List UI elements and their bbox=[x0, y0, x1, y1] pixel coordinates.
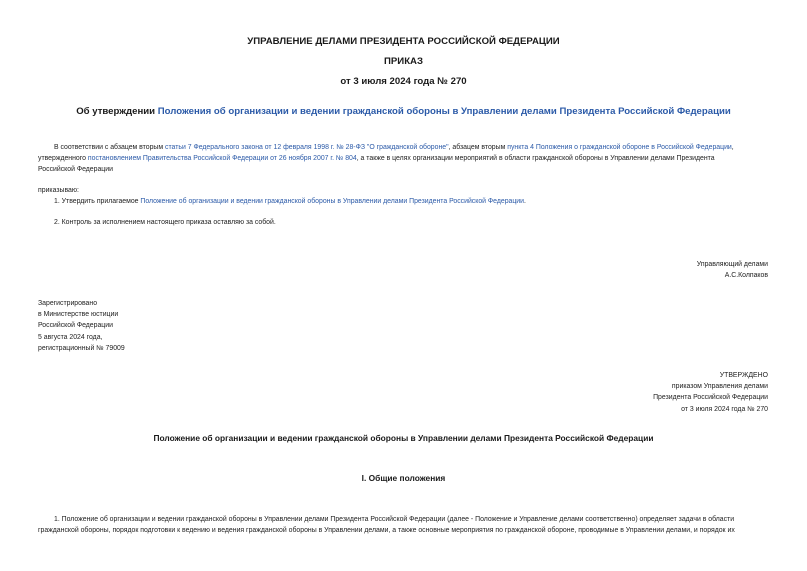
preamble-text-3: , bbox=[731, 144, 734, 151]
approval-block bbox=[560, 370, 768, 415]
order-item-1 bbox=[54, 196, 526, 207]
order-word: приказываю: bbox=[38, 187, 79, 194]
registration-line-2: в Министерстве юстиции bbox=[38, 311, 119, 319]
approval-line-3: Президента Российской Федерации bbox=[653, 394, 768, 402]
registration-line-4: 5 августа 2024 года, bbox=[38, 333, 103, 341]
preamble-line-2 bbox=[38, 153, 768, 164]
registration-line-1: Зарегистрировано bbox=[38, 300, 98, 307]
signature-name: А.С.Колпаков bbox=[724, 272, 768, 280]
order-item-2: 2. Контроль за исполнением настоящего приказа оставляю за собой. bbox=[54, 219, 276, 226]
approval-line-1: УТВЕРЖДЕНО bbox=[719, 372, 768, 379]
preamble-text-1: В соответствии с абзацем вторым bbox=[54, 144, 166, 151]
regulation-p1-line-1: 1. Положение об организации и ведении гражданской обороны в Управлении делами Президента Российской Федерации (далее - Положение и Управление делами соответственно) определяет задачи в области bbox=[54, 516, 735, 523]
title-prefix: Об утверждении bbox=[76, 106, 158, 117]
signature-position: Управляющий делами bbox=[696, 261, 768, 268]
preamble-line-3: Российской Федерации bbox=[38, 166, 113, 174]
preamble-text-5: , а также в целях организации мероприятий в области гражданской обороны в Управлении делами Президента bbox=[356, 155, 715, 163]
title-link[interactable]: Положения об организации и ведении гражданской обороны в Управлении делами Президента Российской Федерации bbox=[157, 106, 731, 117]
section-heading: I. Общие положения bbox=[361, 473, 446, 483]
signature-block bbox=[560, 259, 768, 281]
doc-date-number: от 3 июля 2024 года № 270 bbox=[340, 76, 467, 87]
registration-line-5: регистрационный № 79009 bbox=[38, 344, 125, 352]
item-1-prefix: 1. Утвердить прилагаемое bbox=[54, 198, 141, 205]
registration-block bbox=[38, 298, 125, 354]
item-1-suffix: . bbox=[524, 198, 526, 205]
government-decree-link[interactable]: постановлением Правительства Российской Федерации от 26 ноября 2007 г. № 804 bbox=[87, 155, 357, 163]
preamble bbox=[38, 142, 768, 176]
document-title bbox=[0, 106, 807, 117]
regulation-title: Положение об организации и ведении гражданской обороны в Управлении делами Президента Российской Федерации bbox=[153, 433, 654, 443]
preamble-line-1 bbox=[38, 142, 768, 153]
regulation-link[interactable]: Положение об организации и ведении гражданской обороны в Управлении делами Президента Российской Федерации bbox=[140, 198, 525, 205]
regulation-clause-link[interactable]: пункта 4 Положения о гражданской обороне в Российской Федерации bbox=[507, 144, 732, 151]
preamble-text-2: , абзацем вторым bbox=[448, 144, 508, 151]
registration-line-3: Российской Федерации bbox=[38, 322, 113, 330]
regulation-paragraph-1 bbox=[38, 514, 770, 536]
org-header: УПРАВЛЕНИЕ ДЕЛАМИ ПРЕЗИДЕНТА РОССИЙСКОЙ ФЕДЕРАЦИИ bbox=[247, 36, 560, 47]
approval-line-4: от 3 июля 2024 года № 270 bbox=[681, 405, 768, 413]
regulation-p1-line-2: гражданской обороны, порядок подготовки к ведению и ведения гражданской обороны в Управлении делами, а также основные мероприятия по гражданской обороне, проводимые в Управлении делами, и порядок их bbox=[38, 527, 735, 535]
preamble-text-4: утвержденного bbox=[38, 155, 88, 163]
approval-line-2: приказом Управления делами bbox=[671, 383, 768, 391]
law-article-link[interactable]: статьи 7 Федерального закона от 12 февраля 1998 г. № 28-ФЗ "О гражданской обороне" bbox=[165, 144, 449, 151]
doc-type: ПРИКАЗ bbox=[384, 56, 423, 67]
